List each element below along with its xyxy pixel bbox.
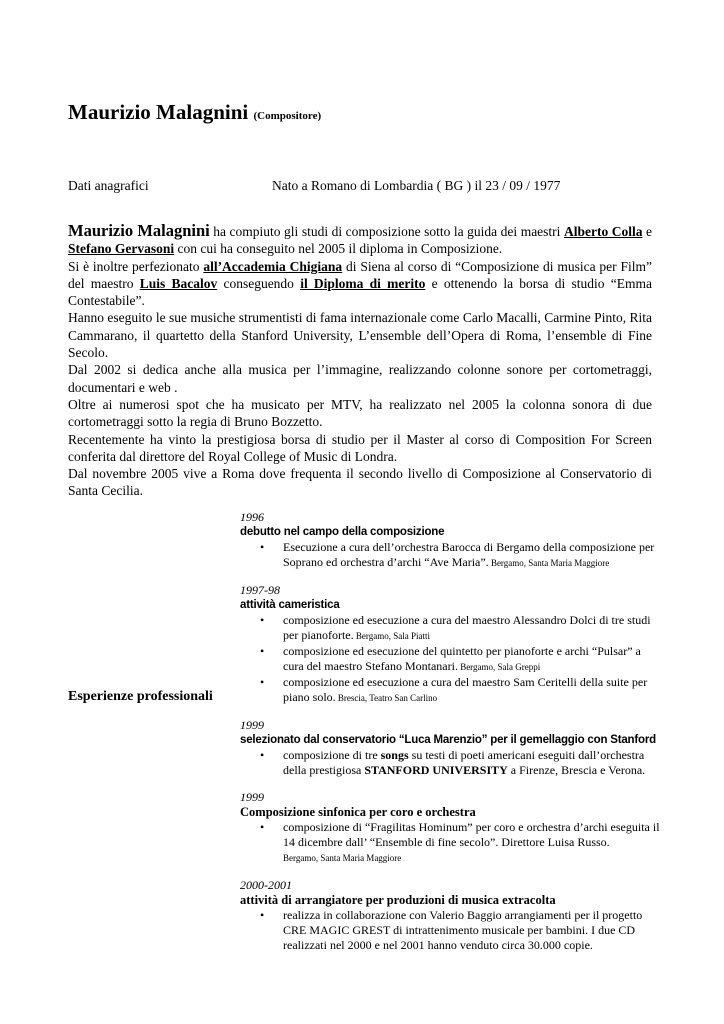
list-item xyxy=(240,540,660,571)
entry-items xyxy=(240,820,660,866)
bio-text: e xyxy=(642,224,652,239)
entry-items xyxy=(240,748,660,778)
item-text: su testi di poeti americani eseguiti dall’orchestra della prestigiosa xyxy=(283,748,645,777)
entry-year: 1999 xyxy=(240,718,264,732)
list-item xyxy=(240,675,660,706)
biography xyxy=(68,222,652,500)
entry-year: 1997-98 xyxy=(240,583,280,597)
item-place: Bergamo, Santa Maria Maggiore xyxy=(488,558,610,568)
entry-items xyxy=(240,540,660,571)
item-text: Esecuzione a cura dell’orchestra Barocca di Bergamo della composizione per Soprano ed orchestra d’archi “Ave Maria”. xyxy=(283,540,655,569)
item-text: a Firenze, Brescia e Verona. xyxy=(507,763,646,777)
item-text: composizione ed esecuzione a cura del maestro Sam Ceritelli della suite per piano solo. xyxy=(283,675,648,704)
bio-lead-name: Maurizio Malagnini xyxy=(68,221,210,240)
personal-data-value: Nato a Romano di Lombardia ( BG ) il 23 / 09 / 1977 xyxy=(272,178,561,193)
experience-entry xyxy=(240,790,660,866)
bio-text: e ottenendo la borsa di studio “Emma Contestabile”. xyxy=(68,275,653,309)
item-text: composizione ed esecuzione a cura del maestro Alessandro Dolci di tre studi per pianoforte. xyxy=(283,613,651,642)
bio-text: conseguendo xyxy=(217,275,301,291)
entry-items xyxy=(240,613,660,706)
entry-title: attività di arrangiatore per produzioni di musica extracolta xyxy=(240,893,556,907)
item-place: Bergamo, Santa Maria Maggiore xyxy=(283,853,402,863)
bio-paragraph-3: Hanno eseguito le sue musiche strumentisti di fama internazionale come Carlo Macalli, Carmine Pinto, Rita Cammarano, il quartetto della Stanford University, L’ensemble dell’Opera di Roma, l’ensemble di Fine Secolo. xyxy=(68,310,652,361)
teacher-name: Stefano Gervasoni xyxy=(68,241,175,257)
bio-paragraph-2 xyxy=(68,258,652,310)
composer-role: (Compositore) xyxy=(253,110,322,122)
teacher-name: Alberto Colla xyxy=(563,224,643,239)
diploma-name: il Diploma di merito xyxy=(300,275,426,291)
bio-paragraph-1 xyxy=(68,222,652,258)
bio-text: di Siena al corso di “Composizione di musica per Film” del maestro xyxy=(68,258,652,291)
item-text-bold: STANFORD UNIVERSITY xyxy=(364,763,508,777)
entry-items xyxy=(240,908,660,953)
entry-year: 2000-2001 xyxy=(240,878,292,892)
experience-list xyxy=(240,510,660,965)
item-text-bold: songs xyxy=(380,748,409,762)
experience-entry xyxy=(240,878,660,953)
item-text: composizione ed esecuzione del quintetto per pianoforte e archi “Pulsar” a cura del maestro Stefano Montanari. xyxy=(283,644,641,673)
entry-title: attività cameristica xyxy=(240,599,340,611)
bio-text: Si è inoltre perfezionato xyxy=(68,258,204,274)
bio-paragraph-5: Oltre ai numerosi spot che ha musicato per MTV, ha realizzato nel 2005 la colonna sonora di due cortometraggi sotto la regia di Bruno Bozzetto. xyxy=(68,396,652,430)
entry-title: debutto nel campo della composizione xyxy=(240,526,445,538)
bio-text: ha compiuto gli studi di composizione sotto la guida dei maestri xyxy=(209,224,561,239)
list-item xyxy=(240,908,660,953)
entry-title: Composizione sinfonica per coro e orchestra xyxy=(240,805,476,819)
experience-entry xyxy=(240,718,660,778)
list-item xyxy=(240,820,660,866)
bio-paragraph-6: Recentemente ha vinto la prestigiosa borsa di studio per il Master al corso di Composition For Screen conferita dal direttore del Royal College of Music di Londra. xyxy=(68,431,652,464)
entry-year: 1996 xyxy=(240,510,264,524)
entry-title: selezionato dal conservatorio “Luca Marenzio” per il gemellaggio con Stanford xyxy=(240,734,656,746)
list-item xyxy=(240,748,660,778)
master-name: Luis Bacalov xyxy=(139,275,218,291)
experience-entry xyxy=(240,583,660,706)
entry-year: 1999 xyxy=(240,790,264,804)
item-text: realizza in collaborazione con Valerio Baggio arrangiamenti per il progetto CRE MAGIC GREST di intrattenimento musicale per bambini. I due CD realizzati nel 2000 e nel 2001 hanno venduto circa 30.000 copie. xyxy=(283,908,643,952)
academy-name: all’Accademia Chigiana xyxy=(203,258,343,274)
experience-entry xyxy=(240,510,660,571)
composer-name: Maurizio Malagnini xyxy=(68,100,249,124)
item-place: Bergamo, Sala Piatti xyxy=(353,631,430,641)
bio-paragraph-7: Dal novembre 2005 vive a Roma dove frequenta il secondo livello di Composizione al Conservatorio di Santa Cecilia. xyxy=(68,466,652,499)
item-place: Bergamo, Sala Greppi xyxy=(457,662,541,672)
list-item xyxy=(240,613,660,644)
experience-section-label: Esperienze professionali xyxy=(68,689,213,704)
list-item xyxy=(240,644,660,675)
personal-data-label: Dati anagrafici xyxy=(68,178,149,193)
item-text: composizione di tre xyxy=(283,748,381,762)
bio-text: con cui ha conseguito nel 2005 il diploma in Composizione. xyxy=(174,241,503,257)
item-text: composizione di “Fragilitas Hominum” per coro e orchestra d’archi eseguita il 14 dicembre dall’ “Ensemble di fine secolo”. Direttore Luisa Russo. xyxy=(283,820,660,849)
bio-paragraph-4: Dal 2002 si dedica anche alla musica per l’immagine, realizzando colonne sonore per cortometraggi, documentari e web . xyxy=(68,362,652,395)
item-place: Brescia, Teatro San Carlino xyxy=(335,693,438,703)
page-title xyxy=(68,100,321,125)
